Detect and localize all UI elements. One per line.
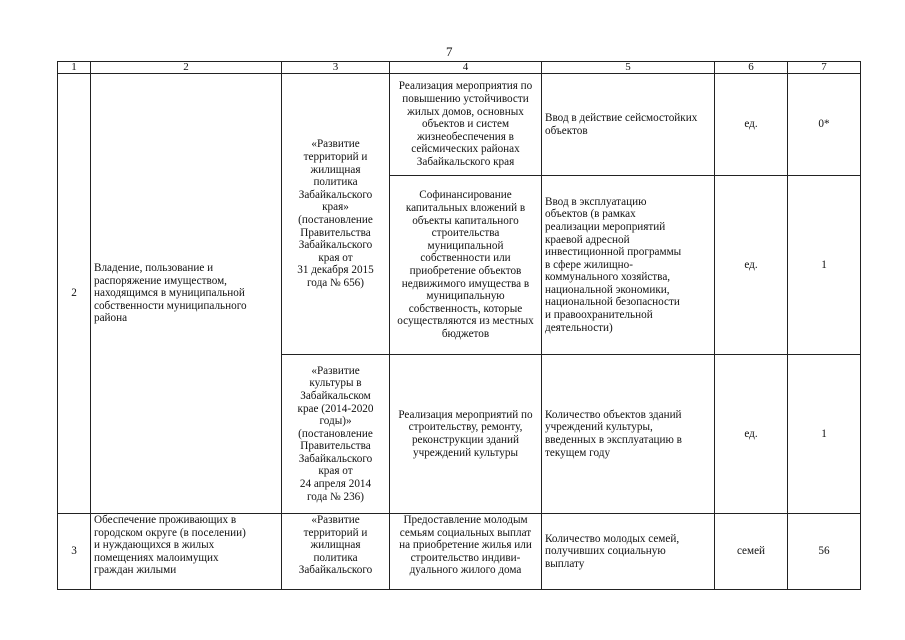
value-cell: 1 xyxy=(788,176,861,355)
page-number: 7 xyxy=(446,44,453,59)
measure-cell: Предоставление молодым семьям социальных выплат на приобретение жилья или строительство индиви- дуального жилого дома xyxy=(390,514,542,590)
header-cell: 4 xyxy=(390,62,542,74)
measure-cell: Реализация мероприятия по повышению устойчивости жилых домов, основных объектов и систем жизнеобеспечения в сейсмических районах Забайкальского края xyxy=(390,74,542,176)
indicator-cell: Количество объектов зданий учреждений культуры, введенных в эксплуатацию в текущем году xyxy=(542,355,715,514)
value-cell: 1 xyxy=(788,355,861,514)
function-cell: Обеспечение проживающих в городском округе (в поселении) и нуждающихся в жилых помещениях малоимущих граждан жилыми xyxy=(91,514,282,590)
header-cell: 2 xyxy=(91,62,282,74)
program-cell: «Развитие культуры в Забайкальском крае (2014-2020 годы)» (постановление Правительства Забайкальского края от 24 апреля 2014 года № 236) xyxy=(282,355,390,514)
table-row xyxy=(58,514,861,590)
header-cell: 7 xyxy=(788,62,861,74)
unit-cell: ед. xyxy=(715,74,788,176)
unit-cell: ед. xyxy=(715,176,788,355)
table-row xyxy=(58,74,861,176)
measure-cell: Софинансирование капитальных вложений в объекты капитального строительства муниципальной собственности или приобретение объектов недвижимого имущества в муниципальную собственность, которые осуществляются из местных бюджетов xyxy=(390,176,542,355)
unit-cell: семей xyxy=(715,514,788,590)
header-cell: 6 xyxy=(715,62,788,74)
value-cell: 56 xyxy=(788,514,861,590)
program-cell: «Развитие территорий и жилищная политика Забайкальского края» (постановление Правительства Забайкальского края от 31 декабря 2015 года № 656) xyxy=(282,74,390,355)
header-cell: 1 xyxy=(58,62,91,74)
indicator-cell: Ввод в эксплуатацию объектов (в рамках реализации мероприятий краевой адресной инвестиционной программы в сфере жилищно- коммунального хозяйства, национальной экономики, национальной безопасности и правоохранительной деятельности) xyxy=(542,176,715,355)
header-cell: 5 xyxy=(542,62,715,74)
row-number: 3 xyxy=(58,514,91,590)
program-cell: «Развитие территорий и жилищная политика Забайкальского xyxy=(282,514,390,590)
header-cell: 3 xyxy=(282,62,390,74)
function-cell: Владение, пользование и распоряжение имуществом, находящимся в муниципальной собственности муниципального района xyxy=(91,74,282,514)
unit-cell: ед. xyxy=(715,355,788,514)
row-number: 2 xyxy=(58,74,91,514)
value-cell: 0* xyxy=(788,74,861,176)
program-table xyxy=(57,61,861,590)
measure-cell: Реализация мероприятий по строительству, ремонту, реконструкции зданий учреждений культуры xyxy=(390,355,542,514)
indicator-cell: Количество молодых семей, получивших социальную выплату xyxy=(542,514,715,590)
indicator-cell: Ввод в действие сейсмостойких объектов xyxy=(542,74,715,176)
header-row xyxy=(58,62,861,74)
